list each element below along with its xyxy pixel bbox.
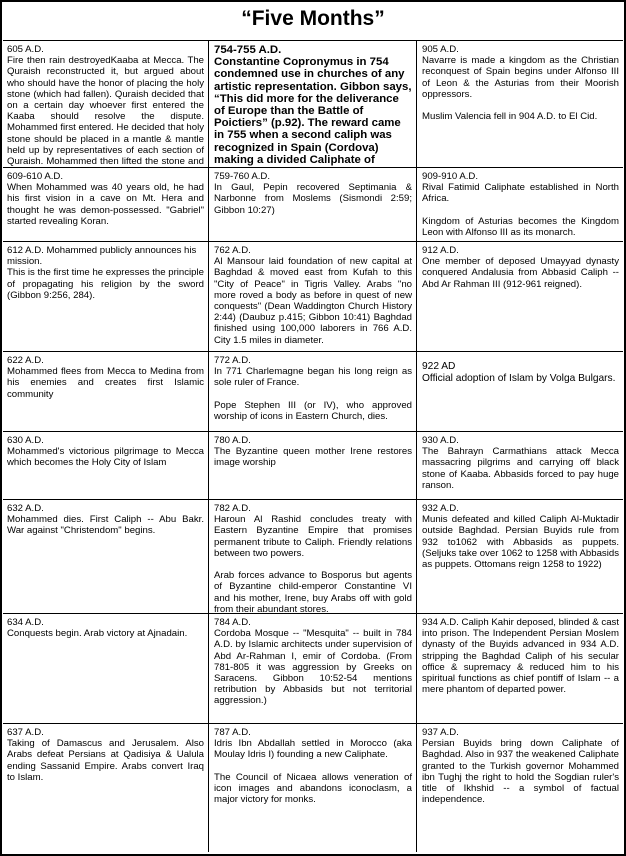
cell-date: 932 A.D. — [422, 503, 459, 514]
cell-text: This is the first time he expresses the principle of propagating his religion by the sword (Gibbon 9:256, 284). — [7, 267, 204, 301]
table-cell — [210, 353, 416, 431]
row-divider — [3, 40, 623, 41]
cell-text — [422, 617, 619, 695]
table-cell — [418, 243, 623, 351]
cell-date: 780 A.D. — [214, 435, 251, 446]
cell-text: In 771 Charlemagne began his long reign as sole ruler of France. Pope Stephen III (or IV), who approved worship of icons in Eastern Church, dies. — [214, 366, 412, 423]
cell-text: Navarre is made a kingdom as the Christian reconquest of Spain begins under Alfonso III of Leon & the Asturias from their Moorish oppressors. Muslim Valencia fell in 904 A.D. to El Cid. — [422, 55, 619, 123]
table-cell — [418, 169, 623, 241]
cell-text-body: The Independent Persian Moslem dynasty of the Buyids advanced in 934 A.D. stripping the Baghdad Caliph of his secular office & supremacy & reduced him to his spiritual functions as chief pontiff of Islam -- a mere phantom of departed power. — [422, 628, 620, 696]
page-title: “Five Months” — [241, 7, 385, 30]
row-divider — [3, 167, 623, 168]
table-cell — [3, 725, 208, 850]
table-cell — [3, 169, 208, 241]
cell-text: One member of deposed Umayyad dynasty conquered Andalusia from Abbasid Caliph -- Abd Ar Rahman III (912-961 reigned). — [422, 256, 619, 290]
cell-date: 634 A.D. — [7, 617, 44, 628]
table-cell — [418, 353, 623, 431]
column-divider — [208, 40, 209, 852]
cell-text: Munis defeated and killed Caliph Al-Muktadir outside Baghdad. Persian Buyids rule from 932 to1062 with Abbasids as puppets. (Seljuks take over 1062 to 1258 with Abbasids as puppets. Ottomans reign 1258 to 1922) — [422, 514, 619, 571]
cell-text: Persian Buyids bring down Caliphate of Baghdad. Also in 937 the weakened Caliphate granted to the Turkish governor Mohammed ibn Tughj the right to hold the Sogdian ruler's title of Ikhshid -- a symbol of factual independence. — [422, 738, 619, 806]
row-divider — [3, 431, 623, 432]
cell-date: 782 A.D. — [214, 503, 251, 514]
cell-date: 934 A.D. Caliph Kahir deposed, blinded & cast into prison. — [422, 617, 619, 640]
row-divider — [3, 723, 623, 724]
table-cell — [210, 42, 416, 167]
row-divider — [3, 241, 623, 242]
cell-date: 637 A.D. — [7, 727, 44, 738]
cell-date: 609-610 A.D. — [7, 171, 64, 182]
cell-text: The Byzantine queen mother Irene restores image worship — [214, 446, 412, 469]
row-divider — [3, 351, 623, 352]
cell-date: 759-760 A.D. — [214, 171, 271, 182]
cell-date: 622 A.D. — [7, 355, 44, 366]
table-cell — [3, 433, 208, 499]
cell-text: Mohammed flees from Mecca to Medina from his enemies and creates first Islamic community — [7, 366, 204, 400]
cell-text: Constantine Copronymus in 754 condemned use in churches of any artistic representation. Gibbon says, “This did more for the deliverance of Europe than the Battle of Poictiers” (p.92). The reward came in 755 when a second caliph was recognized in Spain (Cordova) making a divided Caliphate of — [214, 56, 412, 166]
cell-date: 612 A.D. Mohammed publicly announces his mission. — [7, 245, 197, 268]
table-cell — [418, 433, 623, 499]
timeline-table — [3, 40, 623, 852]
cell-date: 605 A.D. — [7, 44, 44, 55]
cell-text: Rival Fatimid Caliphate established in North Africa. Kingdom of Asturias becomes the Kingdom Leon with Alfonso III as its monarch. — [422, 182, 619, 239]
table-cell — [3, 615, 208, 723]
cell-date: 762 A.D. — [214, 245, 251, 256]
row-divider — [3, 613, 623, 614]
cell-text: Official adoption of Islam by Volga Bulgars. — [422, 373, 616, 384]
table-cell — [418, 615, 623, 723]
cell-text: Mohammed's victorious pilgrimage to Mecca which becomes the Holy City of Islam — [7, 446, 204, 469]
cell-date: 787 A.D. — [214, 727, 251, 738]
table-cell — [210, 243, 416, 351]
table-cell — [210, 501, 416, 613]
cell-text: Fire then rain destroyedKaaba at Mecca. The Quraish reconstructed it, but argued about who should have the honor of placing the holy stone (which had fallen). Quraish decided that on a certain day whoever first entered the Kaaba should resolve the dispute. Mohammed first entered. He decided that holy stone should be placed in a mantle & mantle held up by representatives of each section of Quraish. Mohammed then lifted the stone and — [7, 55, 204, 167]
cell-date: 909-910 A.D. — [422, 171, 479, 182]
cell-text: In Gaul, Pepin recovered Septimania & Narbonne from Moslems (Sismondi 2:59; Gibbon 10:27) — [214, 182, 412, 216]
table-cell — [210, 169, 416, 241]
cell-date: 937 A.D. — [422, 727, 459, 738]
table-cell — [210, 615, 416, 723]
table-cell — [418, 725, 623, 850]
table-cell — [418, 501, 623, 613]
table-cell — [3, 501, 208, 613]
cell-text: Conquests begin. Arab victory at Ajnadain. — [7, 628, 188, 640]
row-divider — [3, 499, 623, 500]
column-divider — [416, 40, 417, 852]
cell-date: 632 A.D. — [7, 503, 44, 514]
table-cell — [210, 433, 416, 499]
cell-text: When Mohammed was 40 years old, he had his first vision in a cave on Mt. Hera and thought he was demon-possessed. "Gabriel" started revealing Koran. — [7, 182, 204, 227]
cell-date: 905 A.D. — [422, 44, 459, 55]
table-cell — [418, 42, 623, 167]
cell-text: Mohammed dies. First Caliph -- Abu Bakr. War against "Christendom" begins. — [7, 514, 204, 537]
cell-date: 754-755 A.D. — [214, 44, 282, 56]
cell-text: Haroun Al Rashid concludes treaty with Eastern Byzantine Empire that promises permanent tribute to Caliph. Friendly relations between two powers. Arab forces advance to Bosporus but agents of Byzantine child-emperor Constantine VI and his mother, Irene, buy Arabs off with gold from their abundant stores. — [214, 514, 412, 613]
cell-date: 930 A.D. — [422, 435, 459, 446]
cell-date: 772 A.D. — [214, 355, 251, 366]
cell-text: Taking of Damascus and Jerusalem. Also Arabs defeat Persians at Qadisiya & Ualula ending Sassanid Empire. Arabs convert Iraq to Islam. — [7, 738, 204, 783]
cell-date: 630 A.D. — [7, 435, 44, 446]
cell-text: Al Mansour laid foundation of new capital at Baghdad & moved east from Kufah to this "City of Peace" in Tigris Valley. Arabs "no more roved a body as before in quest of new conquests" (Dean Waddington Church History 2:44) (Daubuz p.415; Gibbon 10:41) Baghdad finished using 100,000 laborers in 766 A.D. City 1.5 miles in diameter. — [214, 256, 412, 346]
table-cell — [3, 42, 208, 167]
cell-text: The Bahrayn Carmathians attack Mecca massacring pilgrims and carrying off black stone of Kaaba. Abbasids forced to pay huge ranson. — [422, 446, 619, 491]
cell-date: 784 A.D. — [214, 617, 251, 628]
cell-text: Idris Ibn Abdallah settled in Morocco (aka Moulay Idris I) founding a new Caliphate. The Council of Nicaea allows veneration of icon images and abandons iconoclasm, a major victory for monks. — [214, 738, 412, 806]
table-cell — [3, 243, 208, 351]
cell-date: 912 A.D. — [422, 245, 459, 256]
cell-date: 922 AD — [422, 361, 456, 372]
table-cell — [3, 353, 208, 431]
cell-text: Cordoba Mosque -- "Mesquita" -- built in 784 A.D. by Islamic architects under supervision of Abd Ar-Rahman I, emir of Cordoba. (From 781-805 it was aggression by Greeks on Saracens. Gibbon 10:52-54 mentions retribution by Abbasids but not territorial aggression.) — [214, 628, 412, 707]
table-cell — [210, 725, 416, 850]
